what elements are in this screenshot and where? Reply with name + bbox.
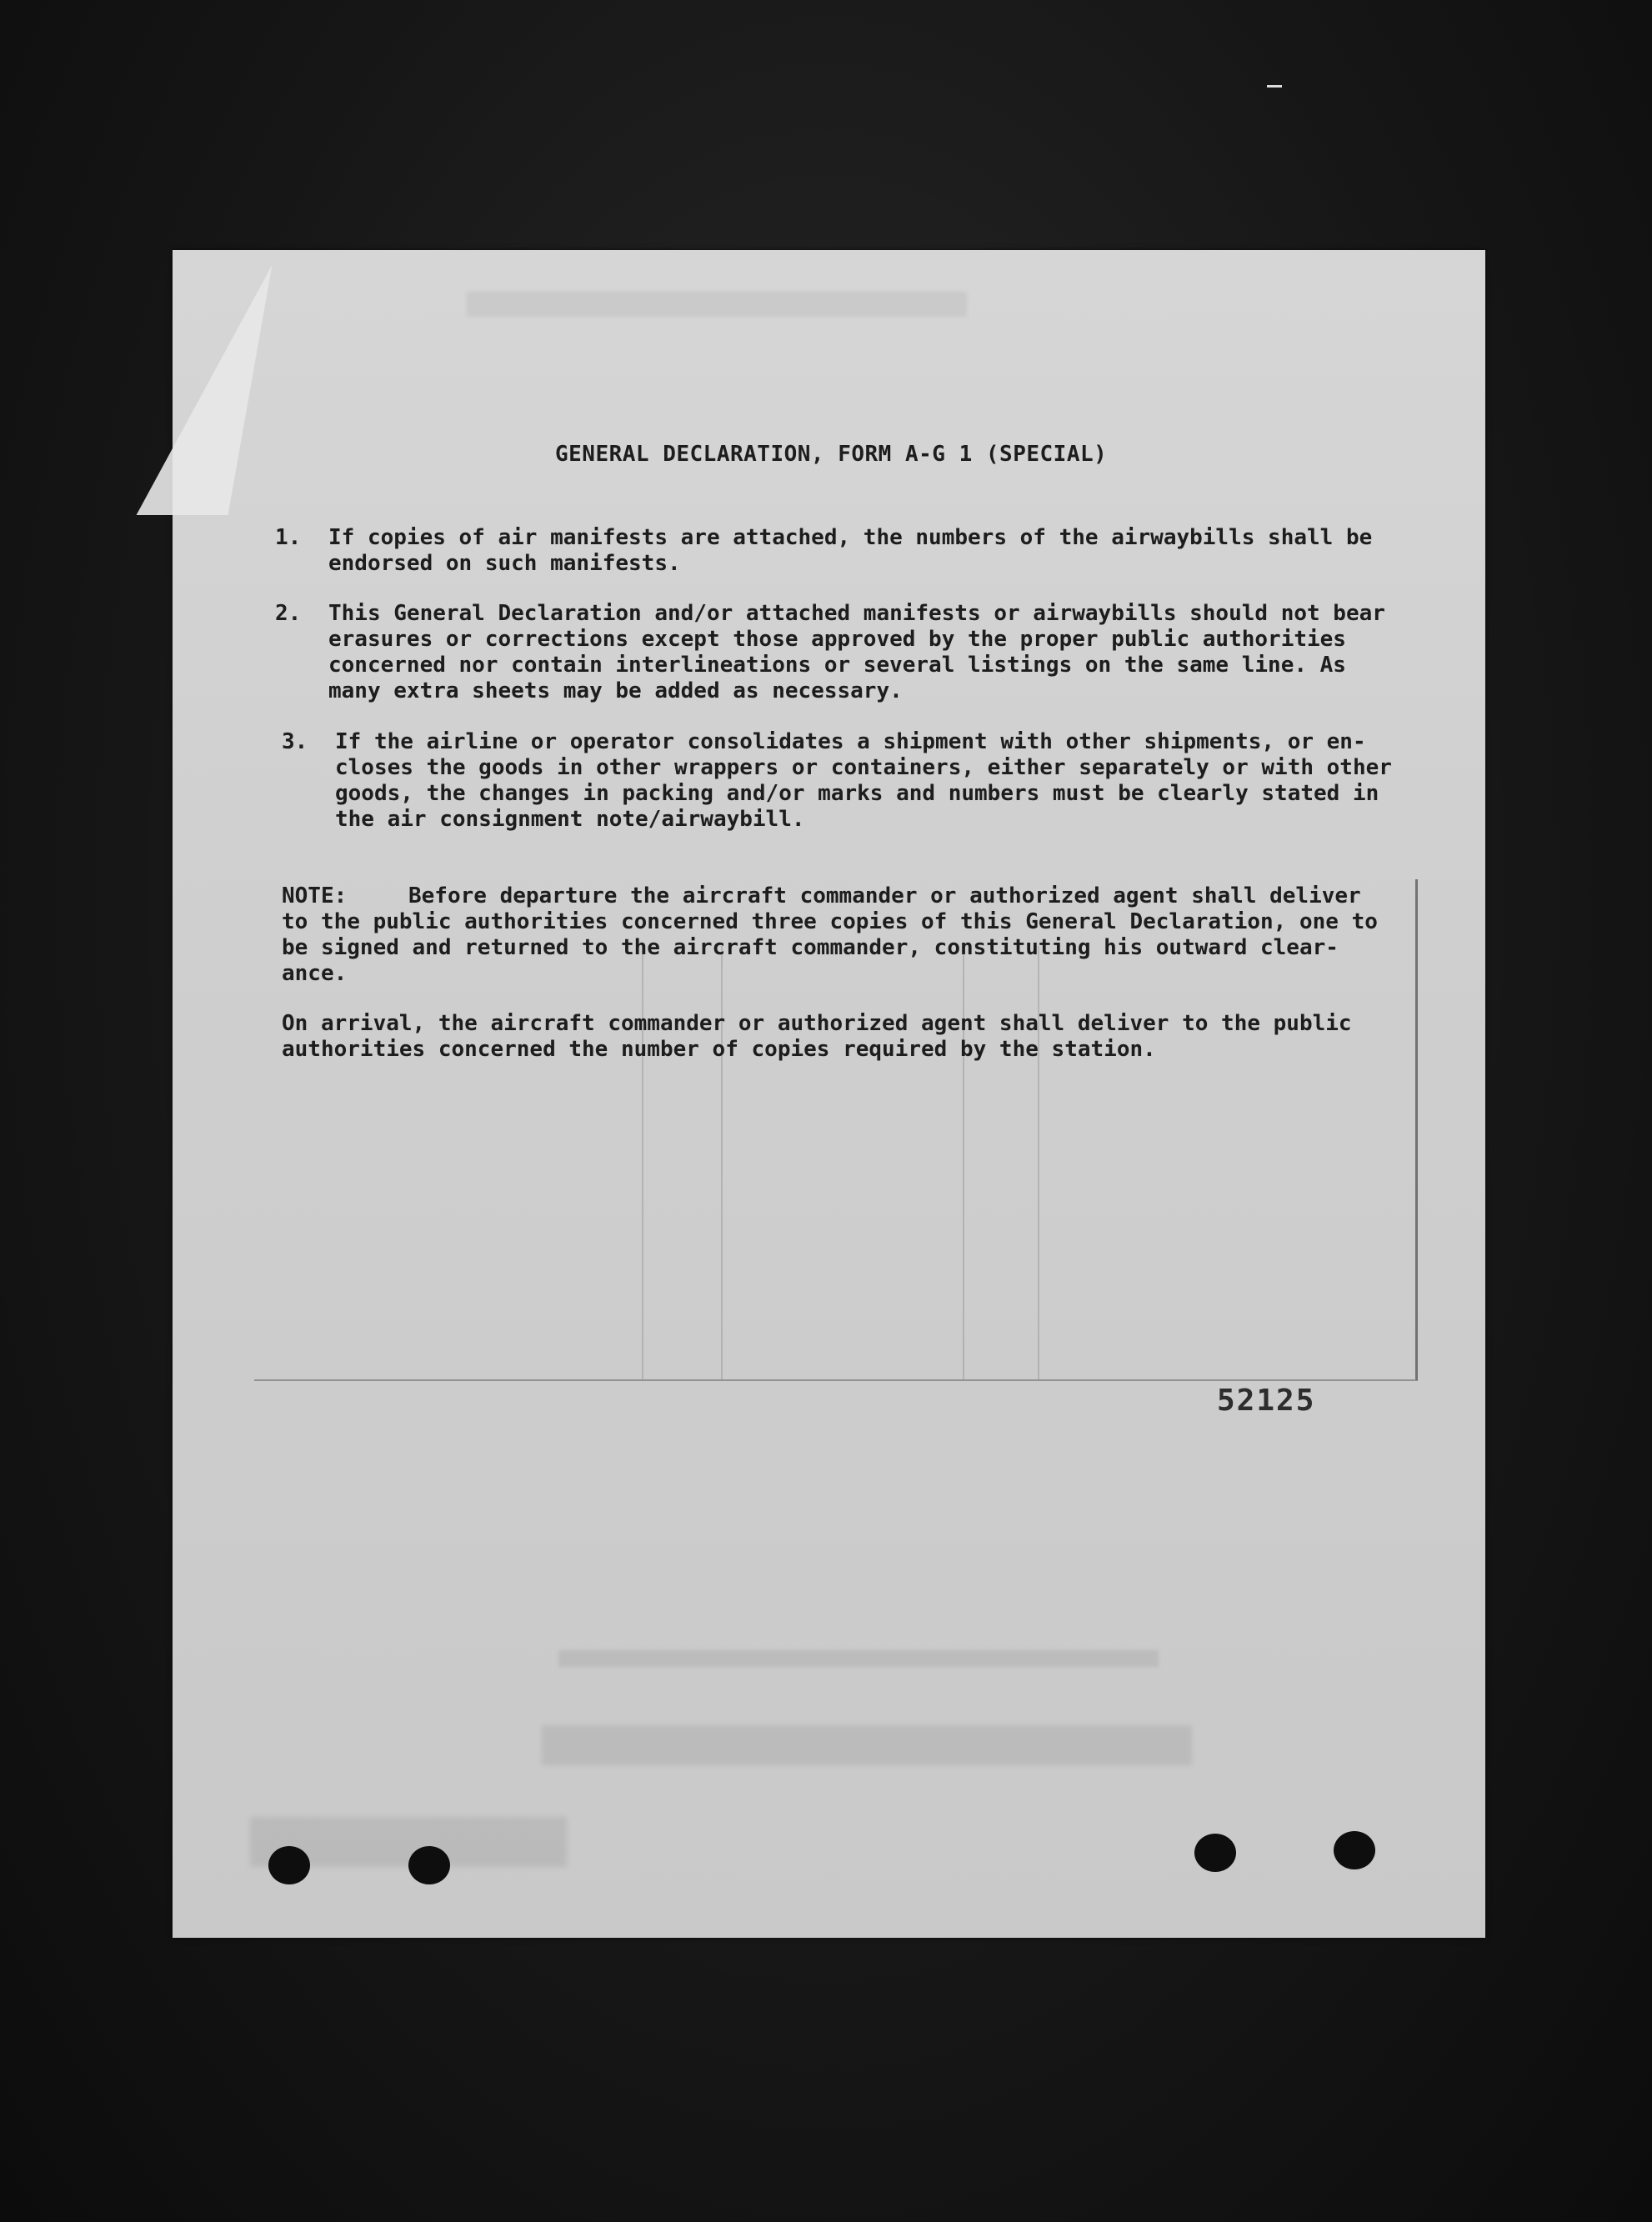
item-3-line-3: goods, the changes in packing and/or marks and numbers must be clearly stated in xyxy=(335,781,1379,806)
item-number: 2. xyxy=(275,601,302,626)
item-1-line-1: If copies of air manifests are attached, the numbers of the airwaybills shall be xyxy=(328,525,1373,550)
note-line-4: ance. xyxy=(282,961,348,986)
item-3-line-1: If the airline or operator consolidates a shipment with other shipments, or en- xyxy=(335,729,1366,754)
bleed-through-mark xyxy=(558,1650,1159,1667)
note-line-3: be signed and returned to the aircraft commander, constituting his outward clear- xyxy=(282,935,1339,960)
item-2-line-4: many extra sheets may be added as necessary. xyxy=(328,678,903,703)
item-number: 1. xyxy=(275,525,302,550)
arrival-line-1: On arrival, the aircraft commander or authorized agent shall deliver to the public xyxy=(282,1011,1352,1036)
item-3-line-4: the air consignment note/airwaybill. xyxy=(335,807,805,832)
note-line-2: to the public authorities concerned three copies of this General Declaration, one to xyxy=(282,909,1378,934)
item-2-line-3: concerned nor contain interlineations or several listings on the same line. As xyxy=(328,653,1346,678)
note-label: NOTE: xyxy=(282,883,348,908)
item-3-line-2: closes the goods in other wrappers or containers, either separately or with other xyxy=(335,755,1392,780)
item-1-line-2: endorsed on such manifests. xyxy=(328,551,681,576)
item-number: 3. xyxy=(282,729,308,754)
note-line-1: Before departure the aircraft commander or authorized agent shall deliver xyxy=(408,883,1361,908)
punch-hole xyxy=(1194,1834,1236,1872)
bleed-through-mark xyxy=(467,292,967,317)
item-2-line-1: This General Declaration and/or attached manifests or airwaybills should not bear xyxy=(328,601,1385,626)
arrival-line-2: authorities concerned the number of copies required by the station. xyxy=(282,1037,1156,1062)
punch-hole xyxy=(408,1846,450,1884)
punch-hole xyxy=(1334,1831,1375,1869)
item-2-line-2: erasures or corrections except those approved by the proper public authorities xyxy=(328,627,1346,652)
scan-mark xyxy=(1267,85,1282,88)
punch-hole xyxy=(268,1846,310,1884)
document-title: GENERAL DECLARATION, FORM A-G 1 (SPECIAL) xyxy=(555,442,1108,467)
stamped-number: 52125 xyxy=(1217,1384,1316,1418)
bleed-through-mark xyxy=(542,1725,1192,1765)
